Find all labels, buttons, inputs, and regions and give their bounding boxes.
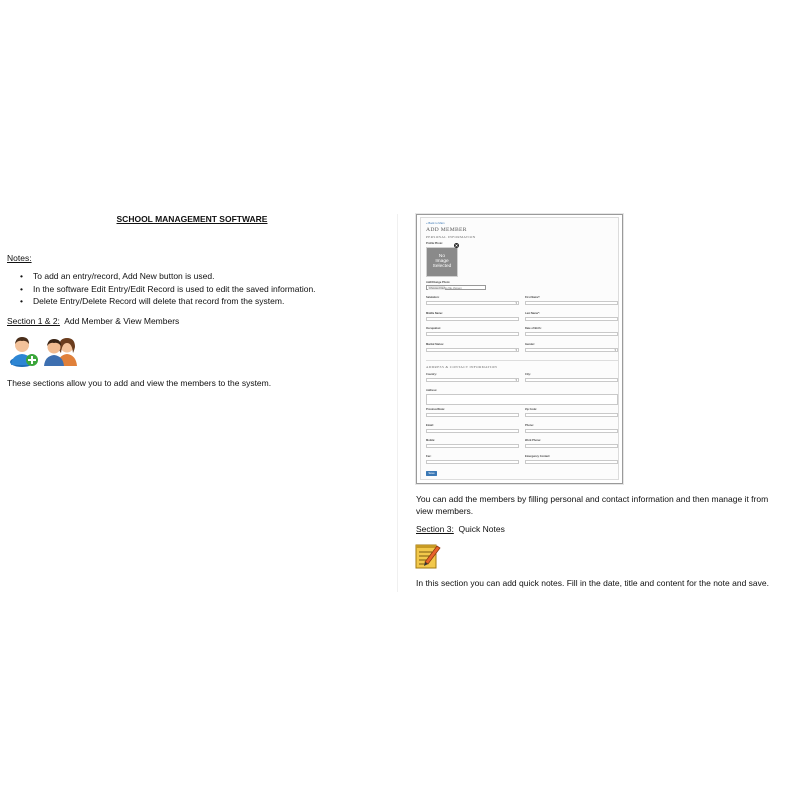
section-label: Section 3:	[416, 524, 454, 534]
emergency-contact-field[interactable]	[525, 460, 618, 464]
remove-photo-icon[interactable]	[454, 243, 459, 248]
emergency-contact-label: Emergency Contact:	[525, 455, 551, 458]
country-label: Country:	[426, 373, 437, 376]
email-field[interactable]	[426, 429, 519, 433]
choose-file-button[interactable]: Choose File	[429, 286, 444, 290]
bullet-text: Delete Entry/Delete Record will delete that record from the system.	[33, 296, 285, 306]
fax-label: Fax:	[426, 455, 432, 458]
email-label: Email:	[426, 424, 434, 427]
phone-label: Phone:	[525, 424, 534, 427]
back-link[interactable]: « Back to Main	[426, 221, 445, 225]
address-label: Address:	[426, 389, 438, 392]
members-description: You can add the members by filling personal and contact information and then manage it from view members.	[416, 494, 769, 516]
city-field[interactable]	[525, 378, 618, 382]
gender-select[interactable]: ▾	[525, 348, 618, 352]
photo-text-line: No	[438, 254, 446, 259]
first-name-label: First Name*:	[525, 296, 541, 299]
last-name-field[interactable]	[525, 317, 618, 321]
profile-photo-label: Profile Photo:	[426, 242, 444, 245]
middle-name-field[interactable]	[426, 317, 519, 321]
province-field[interactable]	[426, 413, 519, 417]
fax-field[interactable]	[426, 460, 519, 464]
phone-field[interactable]	[525, 429, 618, 433]
bullet-text: In the software Edit Entry/Edit Record is used to edit the saved information.	[33, 283, 316, 294]
last-name-label: Last Name*:	[525, 312, 540, 315]
salutation-select[interactable]: ▾	[426, 301, 519, 305]
marital-status-label: Marital Status:	[426, 343, 444, 346]
address-heading: ADDRESS & CONTACT INFORMATION	[426, 365, 498, 369]
column-divider	[397, 214, 398, 592]
occupation-field[interactable]	[426, 332, 519, 336]
photo-text-line: Image	[435, 259, 449, 264]
bullet-text: To add an entry/record, Add New button is used.	[33, 271, 215, 281]
mobile-label: Mobile:	[426, 439, 436, 442]
city-label: City:	[525, 373, 531, 376]
notes-list	[20, 270, 316, 308]
add-member-icon	[9, 335, 39, 367]
province-label: Province/State:	[426, 408, 445, 411]
section-1-2-heading	[7, 316, 179, 326]
work-phone-field[interactable]	[525, 444, 618, 448]
middle-name-label: Middle Name:	[426, 312, 443, 315]
address-field[interactable]	[426, 394, 618, 405]
section-title: Add Member & View Members	[64, 316, 180, 326]
add-member-screenshot	[416, 214, 623, 484]
save-button[interactable]: Save	[426, 471, 437, 476]
salutation-label: Salutation:	[426, 296, 440, 299]
occupation-label: Occupation:	[426, 327, 442, 330]
first-name-field[interactable]	[525, 301, 618, 305]
add-photo-label: Add/Change Photo:	[426, 281, 451, 284]
notepad-pencil-icon	[415, 542, 442, 569]
form-panel	[420, 217, 619, 480]
form-title: ADD MEMBER	[426, 227, 467, 233]
section-3-heading	[416, 524, 505, 534]
section-3-description: In this section you can add quick notes. Fill in the date, title and content for the note and save.	[416, 578, 769, 588]
profile-photo-placeholder	[426, 247, 458, 277]
country-select[interactable]: ▾	[426, 378, 519, 382]
dob-label: Date of Birth:	[525, 327, 542, 330]
section-label: Section 1 & 2:	[7, 316, 60, 326]
gender-label: Gender:	[525, 343, 535, 346]
list-item: • In the software Edit Entry/Edit Record is used to edit the saved information.	[20, 283, 316, 294]
marital-status-select[interactable]: ▾	[426, 348, 519, 352]
zip-field[interactable]	[525, 413, 618, 417]
list-item: • To add an entry/record, Add New button is used.	[20, 271, 215, 281]
section-title: Quick Notes	[458, 524, 505, 534]
photo-text-line: Selected	[432, 264, 452, 269]
view-members-icon	[43, 335, 79, 367]
personal-info-heading: PERSONAL INFORMATION	[426, 235, 476, 239]
mobile-field[interactable]	[426, 444, 519, 448]
zip-label: Zip Code:	[525, 408, 537, 411]
document-title: SCHOOL MANAGEMENT SOFTWARE	[116, 214, 268, 224]
section-divider	[426, 360, 618, 361]
file-input[interactable]	[426, 285, 486, 290]
dob-field[interactable]	[525, 332, 618, 336]
work-phone-label: Work Phone:	[525, 439, 541, 442]
list-item: • Delete Entry/Delete Record will delete that record from the system.	[20, 296, 285, 306]
notes-heading: Notes:	[7, 253, 32, 263]
section-1-2-description: These sections allow you to add and view the members to the system.	[7, 378, 272, 388]
no-file-text: No file chosen	[444, 286, 462, 290]
